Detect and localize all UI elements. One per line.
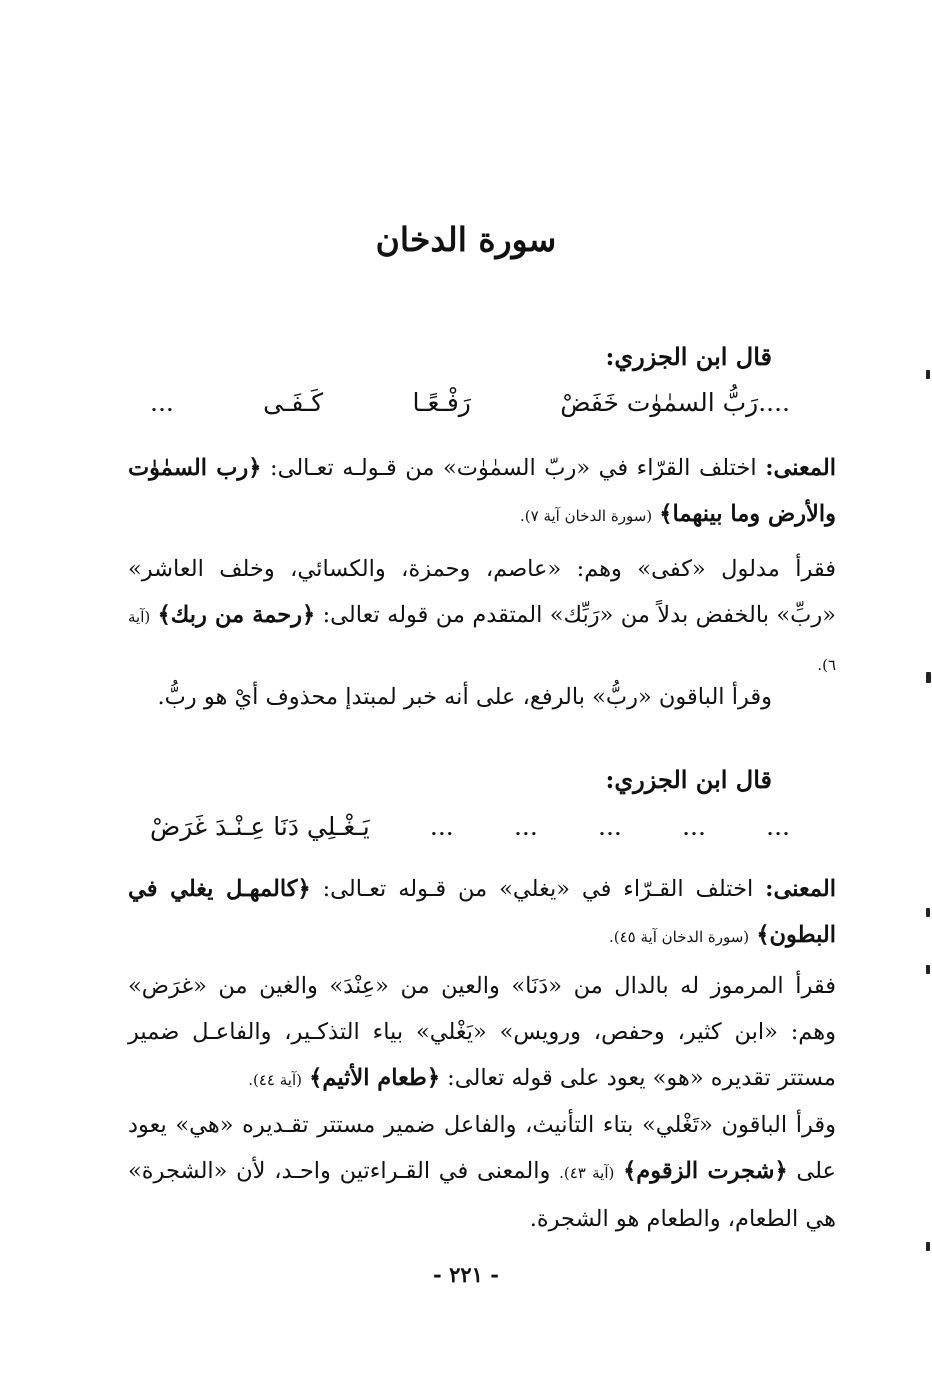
verse-reference: (آية ٦).: [128, 608, 836, 674]
verse-reference: (سورة الدخان آية ٧).: [520, 507, 653, 525]
quran-quote: ﴿كالمهـل يغلي في البطون﴾: [128, 876, 836, 948]
page-number: - ٢٢١ -: [433, 1262, 499, 1287]
paragraph-text: اختلف القـرّاء في «يغلي» من قـوله تعـالى:: [322, 876, 754, 902]
quran-quote: ﴿طعام الأثيم﴾: [309, 1065, 441, 1091]
verse-part: رَفْـعًـا: [412, 388, 471, 417]
verse-part: ...: [513, 812, 538, 841]
reading-paragraph: [128, 1102, 836, 1242]
verse-part: ...: [766, 812, 790, 841]
quran-quote: ﴿رب السمٰوٰت والأرض وما بينهما﴾: [128, 455, 836, 527]
paragraph-text: اختلف القرّاء في «ربّ السمٰوٰت» من قـولـه تعـالى:: [269, 455, 757, 481]
scan-mark: [926, 370, 930, 379]
scan-mark: [926, 1242, 930, 1251]
scan-mark: [926, 672, 931, 683]
verse-reference: (آية ٤٤).: [248, 1071, 302, 1089]
page-title: سورة الدخان: [375, 220, 557, 259]
poem-verse: [150, 388, 790, 417]
verse-part: ...: [682, 812, 706, 841]
verse-part: ...: [150, 388, 174, 417]
reading-paragraph: [128, 963, 836, 1103]
paragraph-text: فقرأ المرموز له بالدال من «دَنَا» والعين من «عِنْدَ» والغين من «غرَض» وهم: «ابن كثير، وحفص، ورويس» «يَغْلي» بياء التذكـير، والفاعـل ضمير مستتر تقديره «هو» يعود على قوله تعالى:: [128, 973, 836, 1091]
poem-verse: [150, 812, 790, 841]
scan-mark: [926, 965, 930, 974]
section-heading: قال ابن الجزري:: [605, 765, 772, 794]
quran-quote: ﴿شجرت الزقوم﴾: [623, 1158, 788, 1184]
verse-reference: (آية ٤٣).: [559, 1164, 615, 1182]
paragraph-text: والمعنى في القـراءتين واحـد، لأن «الشجرة» هي الطعام، والطعام هو الشجرة.: [128, 1158, 836, 1232]
verse-part: كَـفَـى: [263, 388, 324, 417]
meaning-label: المعنى:: [765, 876, 836, 902]
meaning-label: المعنى:: [765, 455, 837, 481]
quran-quote: ﴿رحمة من ربك﴾: [157, 602, 316, 628]
section-heading: قال ابن الجزري:: [605, 342, 772, 371]
verse-part: ....رَبُّ السمٰوٰت خَفَضْ: [560, 388, 790, 417]
verse-reference: (سورة الدخان آية ٤٥).: [608, 928, 750, 946]
scan-mark: [926, 908, 930, 917]
reading-paragraph: [128, 546, 836, 688]
verse-part: ...: [429, 812, 454, 841]
reading-paragraph: وقرأ الباقون «ربُّ» بالرفع، على أنه خبر لمبتدإ محذوف أيْ هو ربُّ.: [157, 684, 772, 710]
verse-part: ...: [598, 812, 622, 841]
meaning-paragraph: [128, 866, 836, 960]
paragraph-text: وقرأ الباقون «تَغْلي» بتاء التأنيث، والفاعل ضمير مستتر تقـديره «هي» يعود على: [128, 1112, 836, 1184]
paragraph-text: فقرأ مدلول «كفى» وهم: «عاصم، وحمزة، والكسائي، وخلف العاشر» «ربِّ» بالخفض بدلاً من «رَبِّك» المتقدم من قوله تعالى:: [128, 556, 836, 628]
meaning-paragraph: [128, 445, 836, 539]
verse-part: يَـغْـلِي دَنَا عِـنْـدَ غَرَضْ: [150, 812, 370, 841]
